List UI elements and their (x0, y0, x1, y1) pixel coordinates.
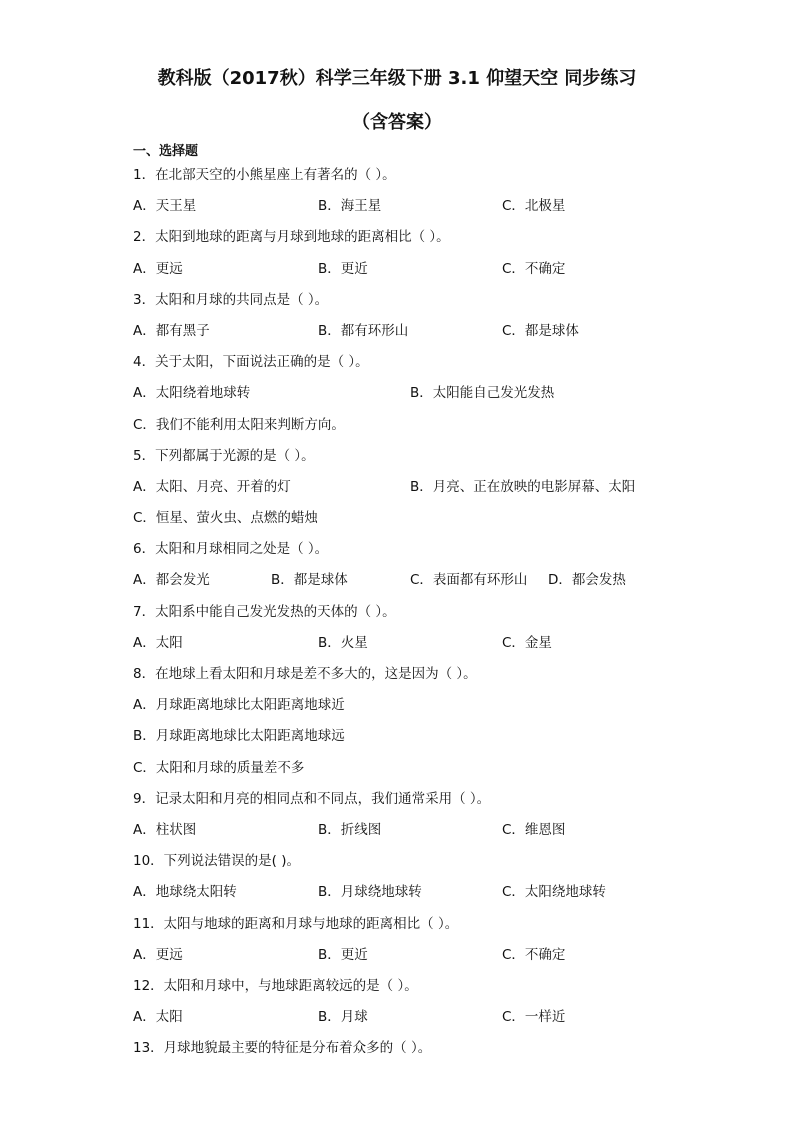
question-12-option-c: C．一样近 (502, 1009, 566, 1026)
question-stem (0, 162, 794, 193)
question-1-option-a: A．天王星 (133, 198, 197, 215)
question-6-option-a: A．都会发光 (133, 572, 210, 589)
question-stem (0, 287, 794, 318)
question-10-stem: 10．下列说法错误的是( )。 (133, 853, 301, 870)
question-2-option-b: B．更近 (318, 260, 368, 277)
section-heading: 一、选择题 (133, 144, 199, 159)
option-row (0, 723, 794, 754)
question-9-option-c: C．维恩图 (502, 821, 566, 838)
question-7-option-c: C．金星 (502, 634, 552, 651)
question-3-stem: 3．太阳和月球的共同点是（ ）。 (133, 291, 329, 308)
question-5-option-a: A．太阳、月亮、开着的灯 (133, 478, 291, 495)
question-stem (0, 973, 794, 1004)
question-4-option-b: B．太阳能自己发光发热 (410, 385, 555, 402)
option-row (0, 380, 794, 411)
document-subtitle: （含答案） (352, 112, 442, 133)
question-11-stem: 11．太阳与地球的距离和月球与地球的距离相比（ ）。 (133, 915, 459, 932)
option-row (0, 817, 794, 848)
question-2-stem: 2．太阳到地球的距离与月球到地球的距离相比（ ）。 (133, 229, 450, 246)
question-12-option-a: A．太阳 (133, 1009, 183, 1026)
question-6-option-d: D．都会发热 (548, 572, 626, 589)
question-5-option-b: B．月亮、正在放映的电影屏幕、太阳 (410, 478, 636, 495)
question-3-option-c: C．都是球体 (502, 322, 579, 339)
question-7-option-b: B．火星 (318, 634, 368, 651)
question-12-stem: 12．太阳和月球中，与地球距离较远的是（ ）。 (133, 977, 418, 994)
question-11-option-c: C．不确定 (502, 946, 566, 963)
question-4-stem: 4．关于太阳，下面说法正确的是（ ）。 (133, 354, 369, 371)
question-11-option-a: A．更远 (133, 946, 183, 963)
question-9-option-b: B．折线图 (318, 821, 382, 838)
option-row (0, 630, 794, 661)
question-stem (0, 224, 794, 255)
option-row (0, 567, 794, 598)
question-7-option-a: A．太阳 (133, 634, 183, 651)
question-4-option-a: A．太阳绕着地球转 (133, 385, 251, 402)
question-3-option-b: B．都有环形山 (318, 322, 409, 339)
question-10-option-a: A．地球绕太阳转 (133, 884, 237, 901)
option-row (0, 692, 794, 723)
option-row (0, 1004, 794, 1035)
question-9-stem: 9．记录太阳和月亮的相同点和不同点，我们通常采用（ ）。 (133, 790, 491, 807)
question-stem (0, 661, 794, 692)
question-10-option-c: C．太阳绕地球转 (502, 884, 606, 901)
question-12-option-b: B．月球 (318, 1009, 368, 1026)
question-stem (0, 786, 794, 817)
question-11-option-b: B．更近 (318, 946, 368, 963)
option-row (0, 755, 794, 786)
question-1-option-c: C．北极星 (502, 198, 566, 215)
question-6-option-b: B．都是球体 (271, 572, 348, 589)
question-6-stem: 6．太阳和月球相同之处是（ ）。 (133, 541, 329, 558)
question-7-stem: 7．太阳系中能自己发光发热的天体的（ ）。 (133, 603, 396, 620)
question-8-option-b: B．月球距离地球比太阳距离地球远 (133, 728, 345, 745)
question-1-stem: 1．在北部天空的小熊星座上有著名的（ ）。 (133, 167, 396, 183)
question-3-option-a: A．都有黑子 (133, 322, 210, 339)
question-4-option-c: C．我们不能利用太阳来判断方向。 (133, 416, 345, 433)
question-8-option-a: A．月球距离地球比太阳距离地球近 (133, 697, 345, 714)
question-5-option-c: C．恒星、萤火虫、点燃的蜡烛 (133, 510, 318, 527)
question-list (0, 162, 794, 1066)
question-stem (0, 848, 794, 879)
question-stem (0, 349, 794, 380)
option-row (0, 193, 794, 224)
question-8-stem: 8．在地球上看太阳和月球是差不多大的，这是因为（ ）。 (133, 666, 477, 682)
option-row (0, 879, 794, 910)
option-row (0, 318, 794, 349)
question-stem (0, 599, 794, 630)
option-row (0, 256, 794, 287)
question-stem (0, 1035, 794, 1066)
question-2-option-a: A．更远 (133, 260, 183, 277)
option-row (0, 942, 794, 973)
question-8-option-c: C．太阳和月球的质量差不多 (133, 759, 305, 776)
question-6-option-c: C．表面都有环形山 (410, 572, 528, 589)
question-2-option-c: C．不确定 (502, 260, 566, 277)
question-stem (0, 911, 794, 942)
option-row (0, 505, 794, 536)
question-9-option-a: A．柱状图 (133, 821, 197, 838)
document-title: 教科版（2017秋）科学三年级下册 3.1 仰望天空 同步练习 (157, 68, 637, 89)
question-stem (0, 536, 794, 567)
question-1-option-b: B．海王星 (318, 198, 382, 215)
option-row (0, 474, 794, 505)
question-13-stem: 13．月球地貌最主要的特征是分布着众多的（ ）。 (133, 1040, 432, 1057)
question-5-stem: 5．下列都属于光源的是（ ）。 (133, 447, 315, 464)
question-10-option-b: B．月球绕地球转 (318, 884, 422, 901)
question-stem (0, 443, 794, 474)
option-row (0, 412, 794, 443)
